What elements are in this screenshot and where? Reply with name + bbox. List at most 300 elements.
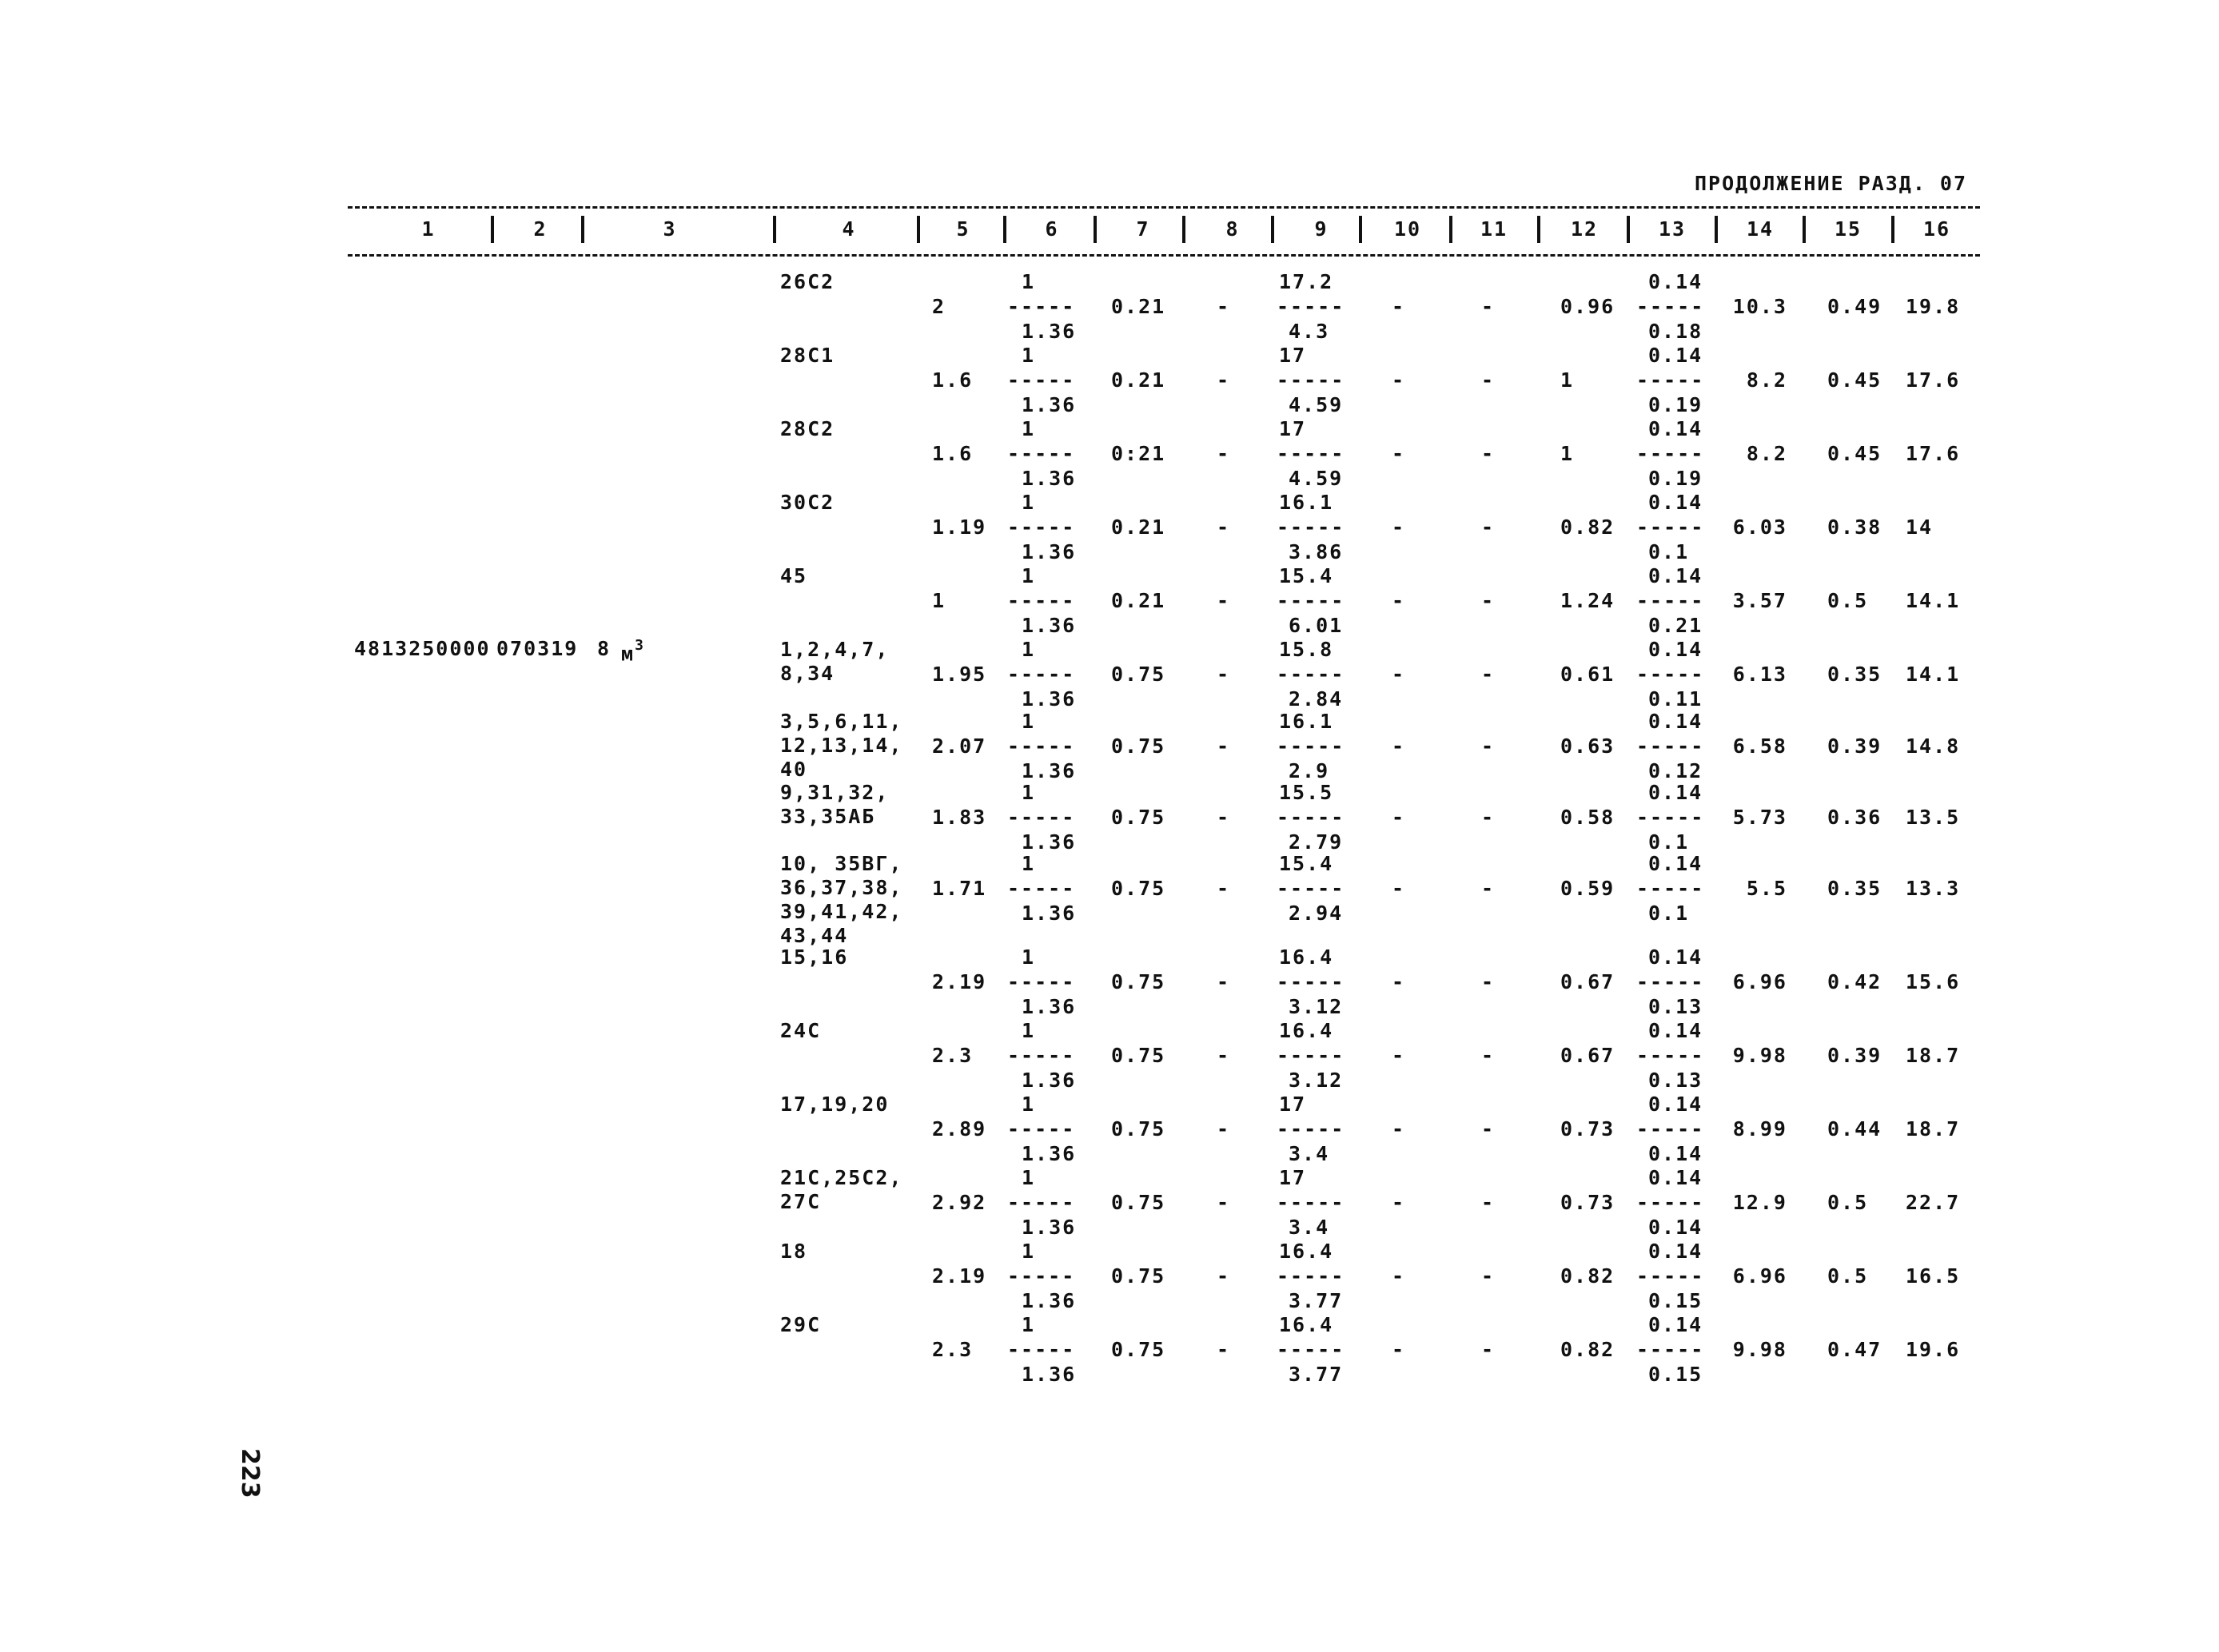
fraction-numerator: 0.14 [1648,564,1703,587]
value-cell: 1.6 [932,442,974,465]
dash-cell: - [1481,516,1496,539]
steel-grade-cell: 10, 35ВГ, [780,852,903,875]
value-cell: 0.75 [1111,877,1166,900]
fraction-denominator: 1.36 [1022,1142,1077,1165]
fraction-denominator: 1.36 [1022,759,1077,782]
fraction-bar: ----- [1007,1338,1076,1361]
value-cell: 0.21 [1111,368,1166,392]
steel-grade-cell: 28С2 [780,417,835,440]
fraction-numerator: 15.4 [1279,852,1334,875]
dash-cell: - [1217,589,1231,612]
fraction-numerator: 0.14 [1648,1166,1703,1189]
fraction-numerator: 0.14 [1648,781,1703,804]
fraction-denominator: 3.12 [1289,995,1344,1018]
fraction-denominator: 1.36 [1022,687,1077,711]
fraction-denominator: 0.11 [1648,687,1703,711]
value-cell: 0.21 [1111,516,1166,539]
dash-cell: - [1392,663,1406,686]
fraction-bar: ----- [1636,1338,1705,1361]
dash-cell: - [1392,1264,1406,1288]
dash-cell: - [1392,877,1406,900]
fraction-bar: ----- [1636,442,1705,465]
value-cell: 14 [1906,516,1934,539]
value-cell: 17.6 [1906,442,1961,465]
value-cell: 0.38 [1827,516,1882,539]
value-cell: 0.96 [1560,295,1615,318]
fraction-bar: ----- [1007,589,1076,612]
fraction-bar: ----- [1636,806,1705,829]
fraction-denominator: 0.14 [1648,1216,1703,1239]
fraction-denominator: 1.36 [1022,1216,1077,1239]
fraction-denominator: 1.36 [1022,830,1077,854]
fraction-bar: ----- [1277,734,1345,758]
fraction-bar: ----- [1636,1264,1705,1288]
dash-cell: - [1217,1044,1231,1067]
value-cell: 0.45 [1827,442,1882,465]
dash-cell: - [1392,516,1406,539]
fraction-numerator: 15.5 [1279,781,1334,804]
value-cell: 0.58 [1560,806,1615,829]
value-cell: 0.21 [1111,589,1166,612]
value-cell: 22.7 [1906,1191,1961,1214]
value-cell: 0.67 [1560,970,1615,993]
fraction-numerator: 1 [1022,491,1036,514]
fraction-bar: ----- [1007,1191,1076,1214]
fraction-numerator: 1 [1022,945,1036,969]
value-cell: 19.6 [1906,1338,1961,1361]
fraction-denominator: 4.3 [1289,320,1330,343]
unit-of-measure [621,637,645,666]
dash-cell: - [1217,368,1231,392]
value-cell: 0.75 [1111,663,1166,686]
dash-cell: - [1217,877,1231,900]
value-cell: 0.75 [1111,806,1166,829]
column-separator [1094,216,1097,243]
value-cell: 1 [1560,442,1575,465]
column-label: 3 [663,217,677,241]
fraction-denominator: 1.36 [1022,1363,1077,1386]
value-cell: 19.8 [1906,295,1961,318]
steel-grade-cell: 33,35АБ [780,805,876,828]
fraction-denominator: 1.36 [1022,393,1077,416]
column-label: 7 [1136,217,1150,241]
fraction-denominator: 0.13 [1648,995,1703,1018]
value-cell: 0.75 [1111,1044,1166,1067]
value-cell: 0.63 [1560,734,1615,758]
fraction-denominator: 0.15 [1648,1363,1703,1386]
value-cell: 8.2 [1746,442,1787,465]
fraction-denominator: 6.01 [1289,614,1344,637]
value-cell: 0.82 [1560,1338,1615,1361]
fraction-bar: ----- [1277,516,1345,539]
fraction-bar: ----- [1277,877,1345,900]
fraction-numerator: 16.1 [1279,710,1334,733]
steel-grade-cell: 39,41,42, [780,900,903,923]
fraction-denominator: 0.1 [1648,902,1690,925]
value-cell: 0.21 [1111,295,1166,318]
steel-grade-cell: 17,19,20 [780,1093,890,1116]
column-separator [581,216,584,243]
fraction-denominator: 3.4 [1289,1216,1330,1239]
dash-cell: - [1392,734,1406,758]
value-cell: 10.3 [1732,295,1787,318]
fraction-numerator: 1 [1022,781,1036,804]
fraction-numerator: 15.4 [1279,564,1334,587]
fraction-numerator: 1 [1022,417,1036,440]
dash-cell: - [1217,1264,1231,1288]
column-label: 5 [956,217,970,241]
fraction-bar: ----- [1277,806,1345,829]
fraction-bar: ----- [1277,1264,1345,1288]
fraction-numerator: 1 [1022,1166,1036,1189]
fraction-bar: ----- [1636,1191,1705,1214]
value-cell: 16.5 [1906,1264,1961,1288]
fraction-bar: ----- [1277,295,1345,318]
value-cell: 0.42 [1827,970,1882,993]
value-cell: 0.36 [1827,806,1882,829]
dash-cell: - [1217,970,1231,993]
column-separator [1449,216,1452,243]
dash-cell: - [1481,368,1496,392]
column-separator [773,216,776,243]
fraction-bar: ----- [1277,442,1345,465]
dash-cell: - [1481,1191,1496,1214]
value-cell: 0.39 [1827,1044,1882,1067]
value-cell: 14.1 [1906,663,1961,686]
fraction-denominator: 0.21 [1648,614,1703,637]
fraction-bar: ----- [1636,663,1705,686]
fraction-denominator: 3.77 [1289,1289,1344,1312]
value-cell: 0.45 [1827,368,1882,392]
value-cell: 8.2 [1746,368,1787,392]
column-label: 2 [533,217,548,241]
value-cell: 5.73 [1732,806,1787,829]
column-label: 1 [421,217,436,241]
column-separator [1891,216,1894,243]
fraction-denominator: 1.36 [1022,995,1077,1018]
fraction-numerator: 17 [1279,344,1307,367]
fraction-numerator: 16.4 [1279,1313,1334,1336]
dash-cell: - [1481,663,1496,686]
value-cell: 0.5 [1827,1264,1869,1288]
dash-cell: - [1481,970,1496,993]
value-cell: 1.19 [932,516,987,539]
product-code: 4813250000 [354,637,491,660]
value-cell: 2.19 [932,970,987,993]
fraction-denominator: 3.77 [1289,1363,1344,1386]
value-cell: 18.7 [1906,1117,1961,1140]
value-cell: 12.9 [1732,1191,1787,1214]
column-label: 9 [1314,217,1329,241]
fraction-denominator: 0.1 [1648,540,1690,563]
unit-count: 8 [597,637,612,660]
fraction-denominator: 4.59 [1289,393,1344,416]
value-cell: 2.07 [932,734,987,758]
unit-text: м [621,642,635,666]
fraction-numerator: 0.14 [1648,1240,1703,1263]
steel-grade-cell: 3,5,6,11, [780,710,903,733]
fraction-bar: ----- [1636,368,1705,392]
value-cell: 2 [932,295,946,318]
fraction-denominator: 0.1 [1648,830,1690,854]
steel-grade-cell: 8,34 [780,662,835,685]
value-cell: 6.03 [1732,516,1787,539]
fraction-numerator: 1 [1022,1019,1036,1042]
dash-cell: - [1481,442,1496,465]
dash-cell: - [1481,1117,1496,1140]
steel-grade-cell: 9,31,32, [780,781,890,804]
dash-cell: - [1392,368,1406,392]
dash-cell: - [1392,442,1406,465]
fraction-numerator: 0.14 [1648,1019,1703,1042]
dash-cell: - [1392,1044,1406,1067]
dash-cell: - [1392,1338,1406,1361]
fraction-numerator: 0.14 [1648,852,1703,875]
dash-cell: - [1392,970,1406,993]
dash-cell: - [1217,1191,1231,1214]
value-cell: 18.7 [1906,1044,1961,1067]
value-cell: 1.6 [932,368,974,392]
value-cell: 1 [1560,368,1575,392]
fraction-denominator: 0.15 [1648,1289,1703,1312]
fraction-numerator: 1 [1022,1093,1036,1116]
column-separator [1359,216,1362,243]
value-cell: 13.3 [1906,877,1961,900]
fraction-denominator: 1.36 [1022,467,1077,490]
fraction-bar: ----- [1277,368,1345,392]
dash-cell: - [1481,1338,1496,1361]
fraction-denominator: 1.36 [1022,1069,1077,1092]
value-cell: 0.75 [1111,1264,1166,1288]
steel-grade-cell: 18 [780,1240,808,1263]
fraction-numerator: 1 [1022,344,1036,367]
value-cell: 0.61 [1560,663,1615,686]
value-cell: 0.35 [1827,663,1882,686]
value-cell: 0.49 [1827,295,1882,318]
dash-cell: - [1481,1264,1496,1288]
value-cell: 0.75 [1111,1191,1166,1214]
value-cell: 8.99 [1732,1117,1787,1140]
value-cell: 1.83 [932,806,987,829]
steel-grade-cell: 30С2 [780,491,835,514]
value-cell: 17.6 [1906,368,1961,392]
fraction-numerator: 1 [1022,710,1036,733]
fraction-bar: ----- [1636,877,1705,900]
fraction-denominator: 0.19 [1648,393,1703,416]
dash-cell: - [1392,806,1406,829]
fraction-bar: ----- [1277,1117,1345,1140]
fraction-numerator: 0.14 [1648,491,1703,514]
fraction-denominator: 3.4 [1289,1142,1330,1165]
fraction-numerator: 16.1 [1279,491,1334,514]
value-cell: 14.1 [1906,589,1961,612]
value-cell: 2.19 [932,1264,987,1288]
fraction-denominator: 0.14 [1648,1142,1703,1165]
fraction-bar: ----- [1636,970,1705,993]
value-cell: 0.75 [1111,1338,1166,1361]
fraction-numerator: 0.14 [1648,710,1703,733]
steel-grade-cell: 12,13,14, [780,734,903,757]
value-cell: 0.75 [1111,1117,1166,1140]
fraction-numerator: 0.14 [1648,270,1703,293]
fraction-numerator: 15.8 [1279,638,1334,661]
value-cell: 0.67 [1560,1044,1615,1067]
column-separator [1715,216,1718,243]
value-cell: 0.75 [1111,970,1166,993]
dash-cell: - [1481,734,1496,758]
dash-cell: - [1217,1117,1231,1140]
value-cell: 0.44 [1827,1117,1882,1140]
fraction-numerator: 16.4 [1279,1240,1334,1263]
fraction-bar: ----- [1277,1191,1345,1214]
column-separator [1271,216,1274,243]
value-cell: 0.5 [1827,589,1869,612]
fraction-numerator: 17 [1279,1093,1307,1116]
dash-cell: - [1392,1117,1406,1140]
value-cell: 0:21 [1111,442,1166,465]
value-cell: 9.98 [1732,1044,1787,1067]
fraction-bar: ----- [1007,1117,1076,1140]
value-cell: 6.13 [1732,663,1787,686]
fraction-bar: ----- [1007,734,1076,758]
fraction-bar: ----- [1007,295,1076,318]
fraction-bar: ----- [1007,368,1076,392]
fraction-numerator: 17 [1279,417,1307,440]
value-cell: 0.35 [1827,877,1882,900]
fraction-bar: ----- [1636,734,1705,758]
column-label: 11 [1480,217,1508,241]
fraction-denominator: 2.94 [1289,902,1344,925]
dash-cell: - [1481,589,1496,612]
okp-code: 070319 [496,637,579,660]
fraction-numerator: 17 [1279,1166,1307,1189]
header-rule-top [348,206,1980,209]
fraction-numerator: 1 [1022,638,1036,661]
fraction-bar: ----- [1636,295,1705,318]
value-cell: 0.73 [1560,1191,1615,1214]
value-cell: 1 [932,589,946,612]
dash-cell: - [1217,516,1231,539]
column-separator [1803,216,1806,243]
column-label: 12 [1570,217,1599,241]
value-cell: 0.82 [1560,1264,1615,1288]
fraction-numerator: 0.14 [1648,417,1703,440]
dash-cell: - [1217,442,1231,465]
value-cell: 6.58 [1732,734,1787,758]
fraction-bar: ----- [1277,1044,1345,1067]
page-number: 223 [236,1448,264,1499]
fraction-numerator: 1 [1022,564,1036,587]
dash-cell: - [1217,295,1231,318]
steel-grade-cell: 24С [780,1019,822,1042]
fraction-numerator: 16.4 [1279,945,1334,969]
unit-exponent: 3 [635,637,645,654]
column-label: 8 [1225,217,1240,241]
steel-grade-cell: 26С2 [780,270,835,293]
dash-cell: - [1392,589,1406,612]
steel-grade-cell: 29С [780,1313,822,1336]
dash-cell: - [1217,663,1231,686]
steel-grade-cell: 15,16 [780,945,849,969]
fraction-bar: ----- [1277,589,1345,612]
fraction-bar: ----- [1277,663,1345,686]
column-label: 4 [842,217,856,241]
fraction-bar: ----- [1007,970,1076,993]
fraction-bar: ----- [1277,970,1345,993]
section-title: ПРОДОЛЖЕНИЕ РАЗД. 07 [1695,172,1968,195]
value-cell: 1.95 [932,663,987,686]
dash-cell: - [1217,734,1231,758]
column-label: 10 [1393,217,1422,241]
fraction-denominator: 3.12 [1289,1069,1344,1092]
fraction-bar: ----- [1007,1044,1076,1067]
column-label: 6 [1045,217,1059,241]
value-cell: 0.5 [1827,1191,1869,1214]
fraction-bar: ----- [1007,663,1076,686]
column-separator [1182,216,1185,243]
fraction-numerator: 1 [1022,1240,1036,1263]
fraction-numerator: 0.14 [1648,945,1703,969]
value-cell: 1.24 [1560,589,1615,612]
dash-cell: - [1481,295,1496,318]
steel-grade-cell: 28С1 [780,344,835,367]
value-cell: 13.5 [1906,806,1961,829]
value-cell: 2.89 [932,1117,987,1140]
column-label: 14 [1746,217,1775,241]
value-cell: 5.5 [1746,877,1787,900]
column-label: 16 [1922,217,1951,241]
fraction-bar: ----- [1007,1264,1076,1288]
column-label: 13 [1658,217,1687,241]
fraction-denominator: 1.36 [1022,902,1077,925]
column-separator [1003,216,1006,243]
value-cell: 0.47 [1827,1338,1882,1361]
fraction-bar: ----- [1636,589,1705,612]
dash-cell: - [1217,806,1231,829]
column-separator [1537,216,1540,243]
fraction-bar: ----- [1007,877,1076,900]
dash-cell: - [1392,295,1406,318]
steel-grade-cell: 40 [780,758,808,781]
fraction-bar: ----- [1007,806,1076,829]
dash-cell: - [1392,1191,1406,1214]
value-cell: 6.96 [1732,1264,1787,1288]
value-cell: 9.98 [1732,1338,1787,1361]
steel-grade-cell: 27С [780,1190,822,1213]
fraction-numerator: 0.14 [1648,344,1703,367]
value-cell: 14.8 [1906,734,1961,758]
dash-cell: - [1481,877,1496,900]
fraction-denominator: 1.36 [1022,614,1077,637]
value-cell: 2.3 [932,1044,974,1067]
value-cell: 0.59 [1560,877,1615,900]
fraction-numerator: 1 [1022,852,1036,875]
fraction-denominator: 1.36 [1022,1289,1077,1312]
dash-cell: - [1481,1044,1496,1067]
fraction-denominator: 2.79 [1289,830,1344,854]
fraction-denominator: 3.86 [1289,540,1344,563]
column-separator [1627,216,1630,243]
fraction-denominator: 2.9 [1289,759,1330,782]
value-cell: 6.96 [1732,970,1787,993]
column-label: 15 [1834,217,1862,241]
column-separator [917,216,920,243]
steel-grade-cell: 45 [780,564,808,587]
steel-grade-cell: 1,2,4,7, [780,638,890,661]
fraction-numerator: 16.4 [1279,1019,1334,1042]
fraction-bar: ----- [1007,442,1076,465]
fraction-denominator: 4.59 [1289,467,1344,490]
